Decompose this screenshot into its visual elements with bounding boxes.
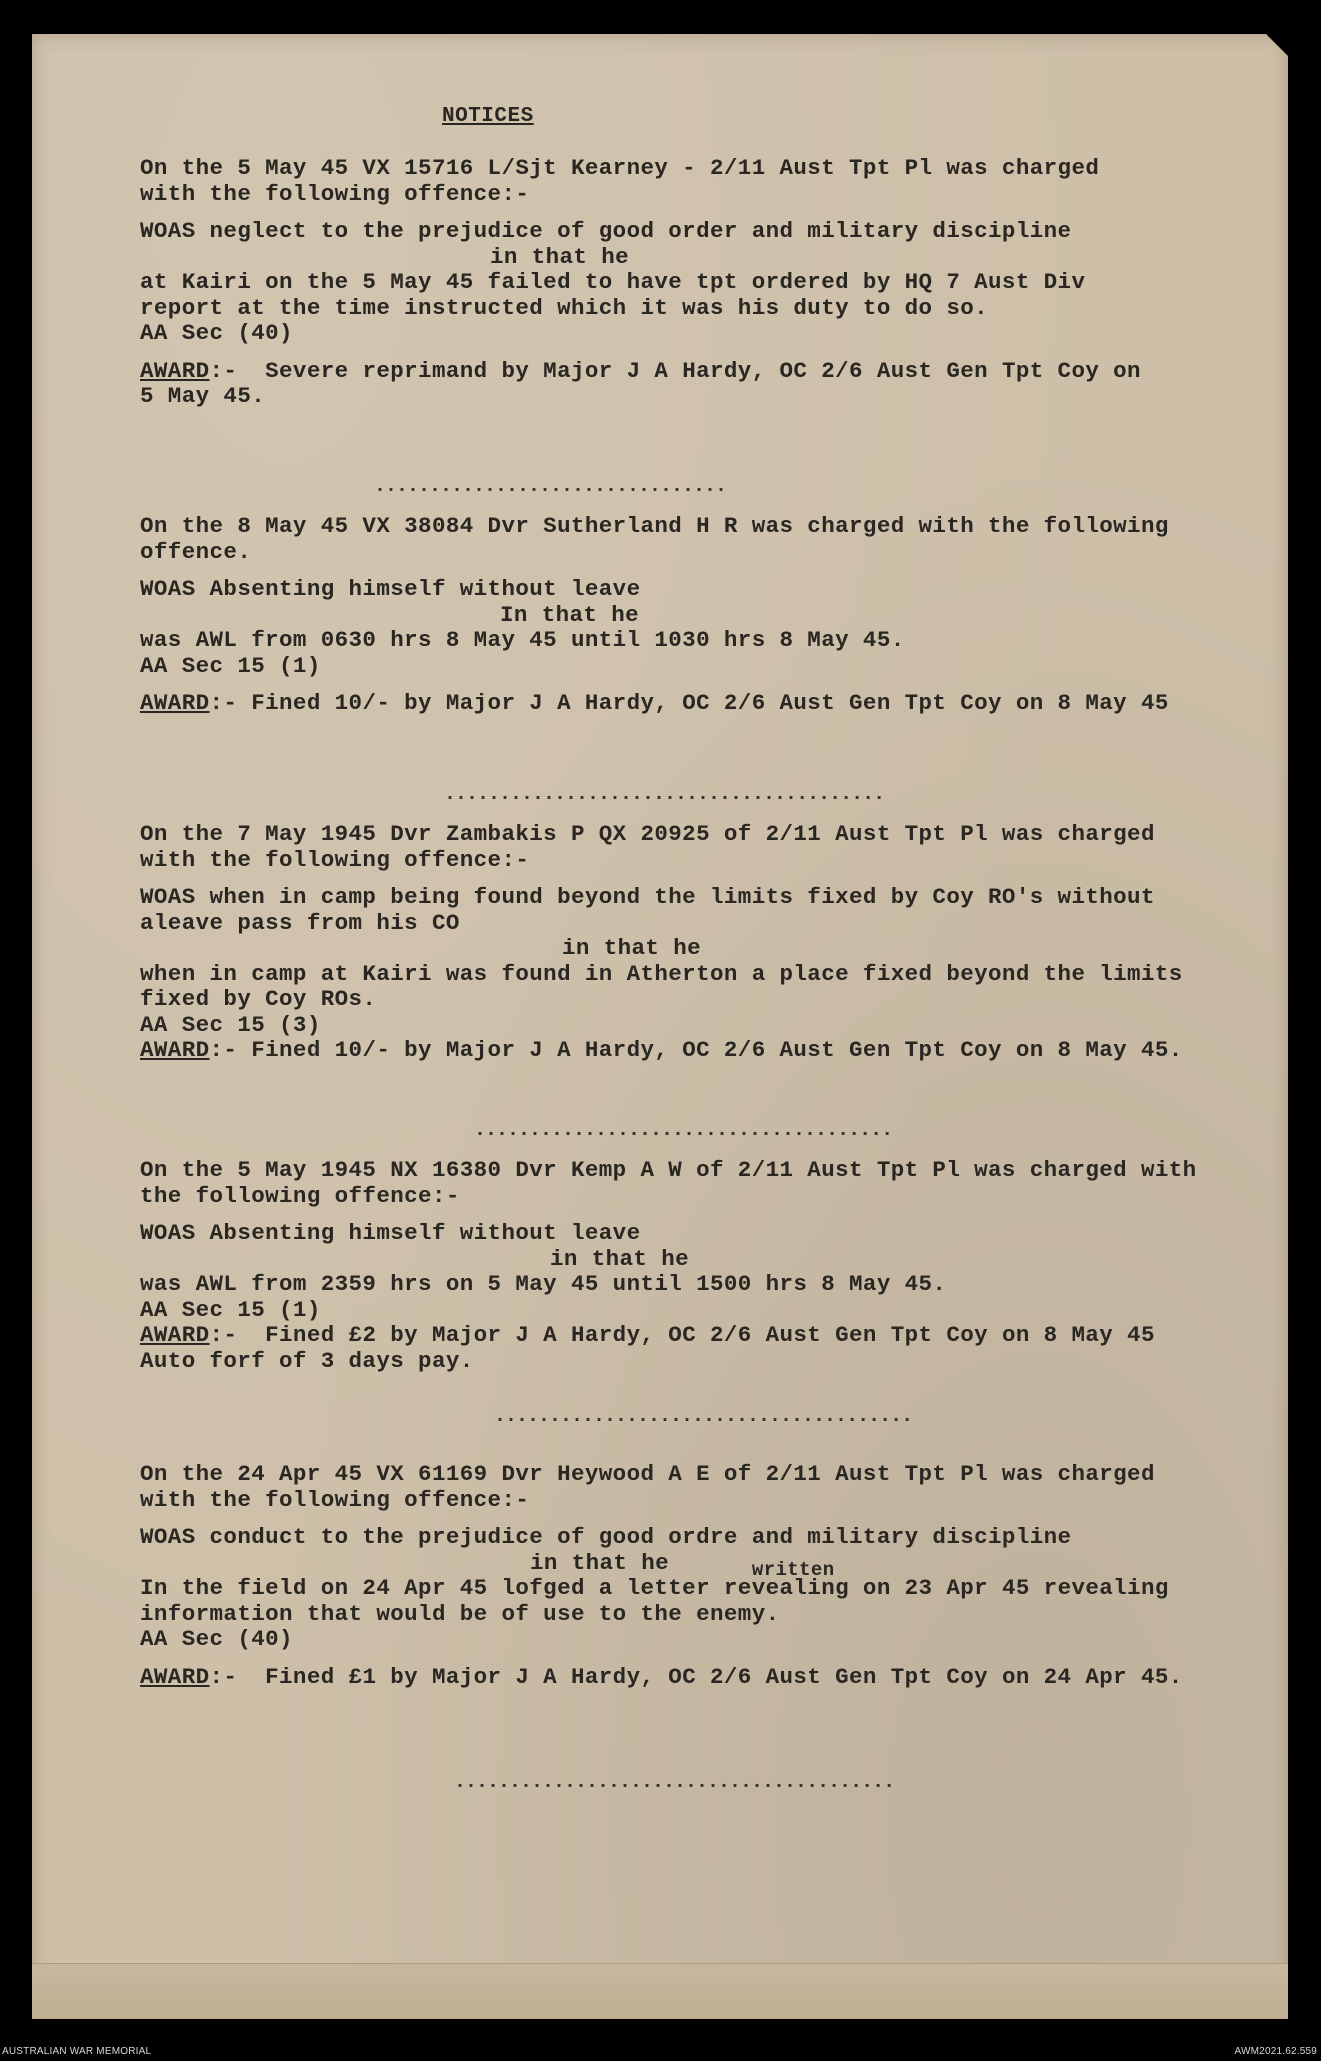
struck-word: revealing xyxy=(723,1575,850,1601)
award-line: Auto forf of 3 days pay. xyxy=(140,1347,474,1374)
notice-line: On the 5 May 1945 NX 16380 Dvr Kemp A W of 2/11 Aust Tpt Pl was charged with xyxy=(140,1157,1197,1183)
notice-line: On the 8 May 45 VX 38084 Dvr Sutherland H R was charged with the following xyxy=(140,513,1169,539)
detail-prefix: In the field on 24 Apr 45 lofged a letter xyxy=(140,1575,724,1601)
torn-corner xyxy=(1266,34,1288,56)
notice-line: On the 5 May 45 VX 15716 L/Sjt Kearney - 2/11 Aust Tpt Pl was charged xyxy=(140,155,1100,181)
section-line: AA Sec 15 (3) xyxy=(140,1011,321,1038)
award-line: 5 May 45. xyxy=(140,383,266,409)
award-text: :- Fined 10/- by Major J A Hardy, OC 2/6 Aust Gen Tpt Coy on 8 May 45. xyxy=(209,1037,1183,1063)
detail-line: report at the time instructed which it was his duty to do so. xyxy=(140,294,989,321)
footer-catalogue-id: AWM2021.62.559 xyxy=(1234,2046,1317,2057)
paper-fold xyxy=(32,1963,1288,2019)
detail-line: at Kairi on the 5 May 45 failed to have tpt ordered by HQ 7 Aust Div xyxy=(140,269,1086,295)
notice-line: with the following offence:- xyxy=(140,846,530,873)
award-text: :- Fined £2 by Major J A Hardy, OC 2/6 Aust Gen Tpt Coy on 8 May 45 xyxy=(209,1322,1155,1348)
separator-dots: ...................................... xyxy=(494,1405,913,1428)
notice-2 xyxy=(140,514,1280,717)
charge-line: WOAS when in camp being found beyond the limits fixed by Coy RO's without xyxy=(140,884,1155,910)
award-label: AWARD xyxy=(140,1663,210,1690)
award-line xyxy=(140,1665,1280,1691)
award-text: :- Fined £1 by Major J A Hardy, OC 2/6 Aust Gen Tpt Coy on 24 Apr 45. xyxy=(209,1663,1183,1690)
notice-3 xyxy=(140,822,1280,1064)
detail-line: when in camp at Kairi was found in Atherton a place fixed beyond the limits xyxy=(140,960,1183,987)
in-that-line: in that he xyxy=(562,935,702,961)
notice-1 xyxy=(140,156,1280,410)
notice-line: On the 7 May 1945 Dvr Zambakis P QX 20925 of 2/11 Aust Tpt Pl was charged xyxy=(140,821,1155,847)
notice-line: On the 24 Apr 45 VX 61169 Dvr Heywood A E of 2/11 Aust Tpt Pl was charged xyxy=(140,1461,1155,1487)
charge-line: WOAS Absenting himself without leave xyxy=(140,1220,641,1246)
document-paper xyxy=(32,34,1288,2019)
section-line: AA Sec 15 (1) xyxy=(140,1296,321,1323)
award-text: :- Fined 10/- by Major J A Hardy, OC 2/6 Aust Gen Tpt Coy on 8 May 45 xyxy=(209,690,1169,716)
award-line xyxy=(140,359,1280,385)
charge-line: WOAS Absenting himself without leave xyxy=(140,576,641,602)
separator-dots: ........................................ xyxy=(444,783,885,806)
separator-dots: ................................ xyxy=(374,475,727,498)
notice-line: with the following offence:- xyxy=(140,180,530,207)
footer-institution: AUSTRALIAN WAR MEMORIAL xyxy=(2,2046,152,2057)
charge-line: WOAS neglect to the prejudice of good order and military discipline xyxy=(140,218,1072,244)
detail-line: was AWL from 0630 hrs 8 May 45 until 1030 hrs 8 May 45. xyxy=(140,627,905,653)
notice-4 xyxy=(140,1158,1280,1374)
detail-line: fixed by Coy ROs. xyxy=(140,986,377,1012)
section-line: AA Sec 15 (1) xyxy=(140,652,321,679)
overtyped-word xyxy=(723,1559,850,1602)
charge-line: WOAS conduct to the prejudice of good ordre and military discipline xyxy=(140,1524,1072,1550)
award-label: AWARD xyxy=(140,690,210,716)
charge-line: aleave pass from his CO xyxy=(140,909,460,936)
in-that-line: in that he xyxy=(490,243,630,270)
page-title: NOTICES xyxy=(442,105,534,128)
in-that-line: In that he xyxy=(500,601,640,628)
award-line xyxy=(140,691,1280,717)
award-label: AWARD xyxy=(140,1037,210,1063)
detail-line: was AWL from 2359 hrs on 5 May 45 until 1500 hrs 8 May 45. xyxy=(140,1271,947,1297)
notice-5 xyxy=(140,1462,1280,1690)
award-label: AWARD xyxy=(140,1322,210,1348)
separator-dots: ........................................ xyxy=(454,1771,895,1794)
in-that-line: in that he xyxy=(550,1245,690,1272)
notice-line: the following offence:- xyxy=(140,1182,460,1209)
in-that-line: in that he xyxy=(530,1549,670,1576)
section-line: AA Sec (40) xyxy=(140,320,293,346)
award-line xyxy=(140,1038,1280,1064)
award-line xyxy=(140,1323,1280,1349)
detail-line: information that would be of use to the enemy. xyxy=(140,1600,780,1627)
section-line: AA Sec (40) xyxy=(140,1626,293,1652)
notice-line: offence. xyxy=(140,538,252,565)
award-label: AWARD xyxy=(140,357,210,384)
award-text: :- Severe reprimand by Major J A Hardy, OC 2/6 Aust Gen Tpt Coy on xyxy=(209,357,1141,384)
detail-suffix: on 23 Apr 45 revealing xyxy=(849,1575,1169,1601)
inserted-word: written xyxy=(751,1559,835,1581)
notice-line: with the following offence:- xyxy=(140,1486,530,1513)
separator-dots: ...................................... xyxy=(474,1119,893,1142)
